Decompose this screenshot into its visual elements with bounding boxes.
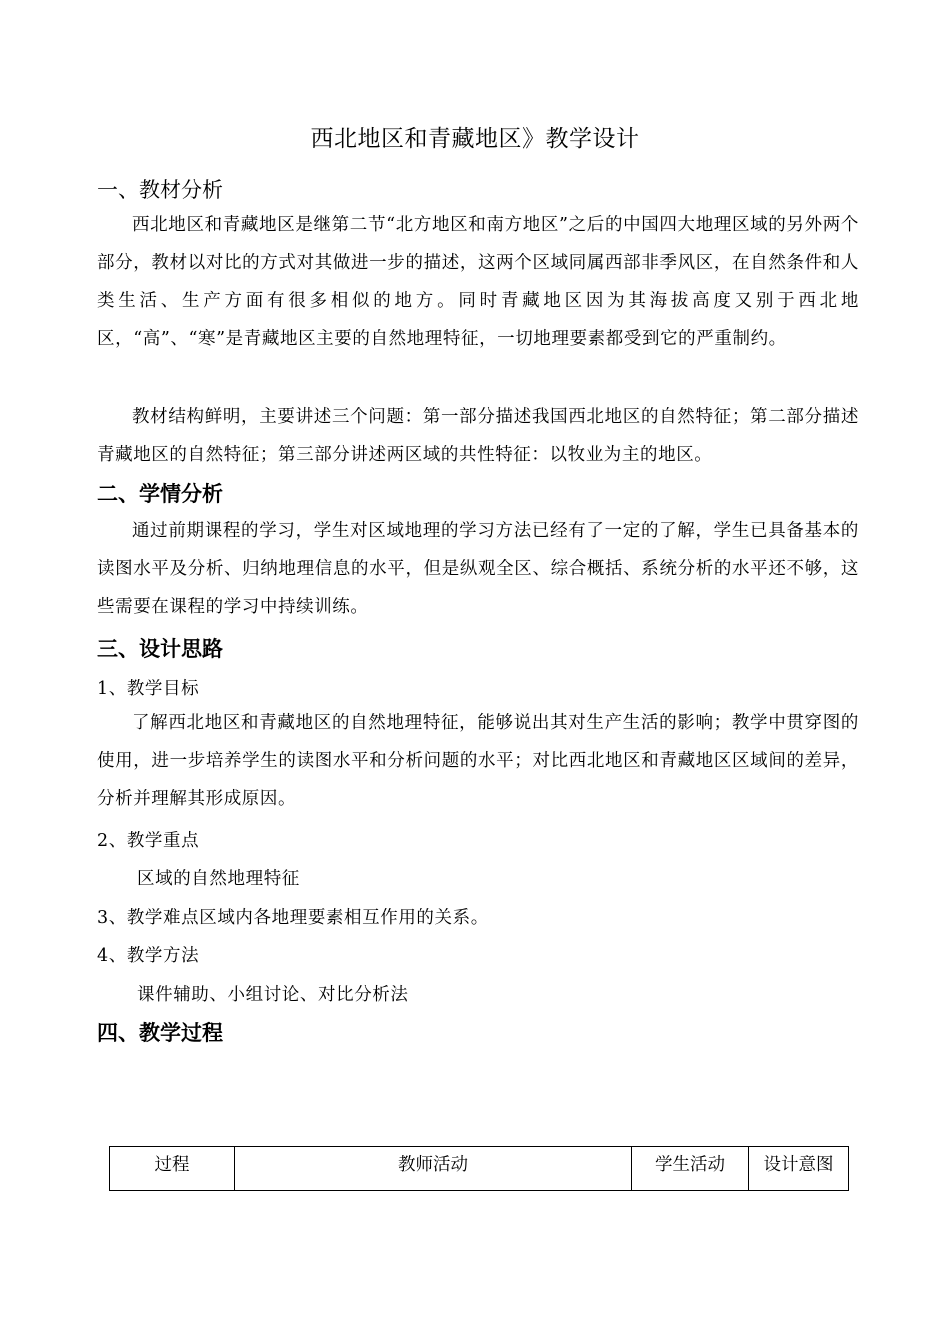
textbook-analysis-paragraph-2: 教材结构鲜明，主要讲述三个问题：第一部分描述我国西北地区的自然特征；第二部分描述青藏地区的自然特征；第三部分讲述两区域的共性特征：以牧业为主的地区。 bbox=[97, 407, 859, 465]
design-item-methods: 4、教学方法 bbox=[97, 946, 200, 966]
table-header-cell: 设计意图 bbox=[749, 1147, 849, 1191]
teaching-process-table bbox=[109, 1146, 849, 1191]
textbook-analysis-paragraph-1: 西北地区和青藏地区是继第二节“北方地区和南方地区”之后的中国四大地理区域的另外两个部分，教材以对比的方式对其做进一步的描述，这两个区域同属西部非季风区，在自然条件和人类生活、生产方面有很多相似的地方。同时青藏地区因为其海拔高度又别于西北地区，“高”、“寒”是青藏地区主要的自然地理特征，一切地理要素都受到它的严重制约。 bbox=[97, 215, 859, 349]
student-analysis-paragraph: 通过前期课程的学习，学生对区域地理的学习方法已经有了一定的了解，学生已具备基本的读图水平及分析、归纳地理信息的水平，但是纵观全区、综合概括、系统分析的水平还不够，这些需要在课程的学习中持续训练。 bbox=[97, 521, 859, 617]
design-item-teaching-goals: 1、教学目标 bbox=[97, 679, 200, 699]
design-item-difficulties: 3、教学难点区域内各地理要素相互作用的关系。 bbox=[97, 908, 489, 928]
key-points-text: 区域的自然地理特征 bbox=[137, 869, 300, 889]
table-header-row bbox=[110, 1147, 849, 1191]
teaching-goals-paragraph: 了解西北地区和青藏地区的自然地理特征，能够说出其对生产生活的影响；教学中贯穿图的使用，进一步培养学生的读图水平和分析问题的水平；对比西北地区和青藏地区区域间的差异，分析并理解其形成原因。 bbox=[97, 713, 859, 809]
section-heading-textbook-analysis: 一、教材分析 bbox=[97, 178, 223, 202]
document-title: 西北地区和青藏地区》教学设计 bbox=[310, 126, 640, 152]
table-header-cell: 过程 bbox=[110, 1147, 235, 1191]
methods-text: 课件辅助、小组讨论、对比分析法 bbox=[137, 985, 409, 1005]
section-heading-design-ideas: 三、设计思路 bbox=[97, 637, 223, 661]
section-heading-teaching-process: 四、教学过程 bbox=[97, 1021, 223, 1045]
table-header-cell: 教师活动 bbox=[235, 1147, 632, 1191]
table-header-cell: 学生活动 bbox=[632, 1147, 749, 1191]
section-heading-student-analysis: 二、学情分析 bbox=[97, 482, 223, 506]
design-item-key-points: 2、教学重点 bbox=[97, 831, 200, 851]
